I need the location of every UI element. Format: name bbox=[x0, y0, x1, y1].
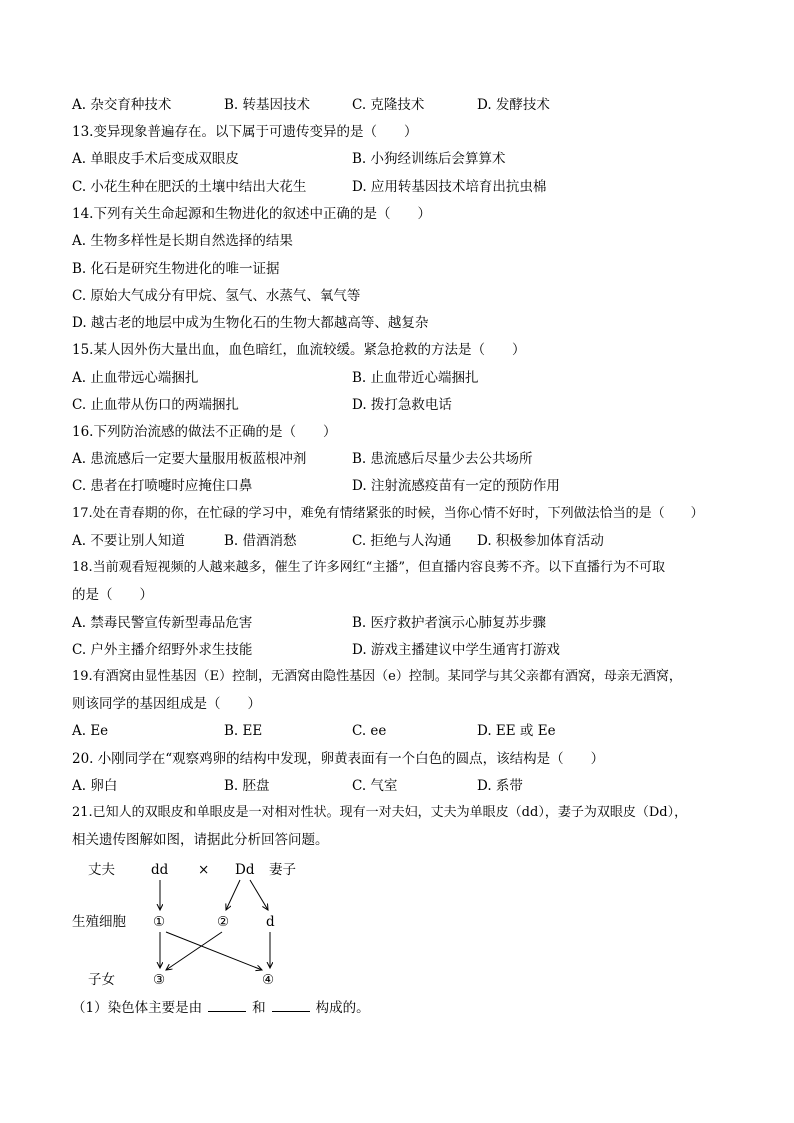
q15-option-b: B. 止血带近心端捆扎 bbox=[352, 370, 479, 386]
q12-option-d: D. 发酵技术 bbox=[477, 97, 550, 113]
q14-stem: 14.下列有关生命起源和生物进化的叙述中正确的是（ ） bbox=[72, 206, 431, 222]
q19-option-c: C. ee bbox=[352, 723, 387, 739]
q13-option-c: C. 小花生种在肥沃的土壤中结出大花生 bbox=[72, 179, 307, 195]
q15-stem: 15.某人因外伤大量出血，血色暗红，血流较缓。紧急抢救的方法是（ ） bbox=[72, 342, 526, 358]
q15-option-a: A. 止血带远心端捆扎 bbox=[72, 370, 199, 386]
genetics-cross-diagram bbox=[0, 850, 794, 1000]
q16-option-c: C. 患者在打喷嚏时应掩住口鼻 bbox=[72, 478, 253, 494]
arrow-wife-to-gamete-d bbox=[250, 880, 268, 910]
child-4: ④ bbox=[262, 972, 275, 988]
answer-blank-2[interactable] bbox=[272, 999, 310, 1012]
q14-option-d: D. 越古老的地层中成为生物化石的生物大都越高等、越复杂 bbox=[72, 315, 429, 331]
husband-genotype: dd bbox=[151, 862, 169, 878]
answer-blank-1[interactable] bbox=[208, 999, 246, 1012]
q14-option-c: C. 原始大气成分有甲烷、氢气、水蒸气、氧气等 bbox=[72, 288, 361, 304]
q21-sub1-prefix: （1）染色体主要是由 bbox=[72, 1000, 203, 1016]
child-3: ③ bbox=[153, 972, 166, 988]
gamete-1: ① bbox=[153, 914, 166, 930]
q13-option-d: D. 应用转基因技术培育出抗虫棉 bbox=[352, 179, 547, 195]
wife-genotype: Dd bbox=[235, 862, 255, 878]
q21-sub1-mid: 和 bbox=[252, 1000, 266, 1016]
q19-option-a: A. Ee bbox=[72, 723, 109, 739]
q21-stem-line1: 21.已知人的双眼皮和单眼皮是一对相对性状。现有一对夫妇，丈夫为单眼皮（dd），妻子为双眼皮（Dd）， bbox=[72, 805, 688, 820]
q20-option-c: C. 气室 bbox=[352, 778, 398, 794]
wife-label: 妻子 bbox=[269, 862, 296, 878]
gametes-label: 生殖细胞 bbox=[72, 914, 126, 930]
q16-option-b: B. 患流感后尽量少去公共场所 bbox=[352, 451, 533, 467]
q21-subquestion-1 bbox=[72, 999, 370, 1017]
q12-option-a: A. 杂交育种技术 bbox=[72, 97, 172, 113]
q20-option-b: B. 胚盘 bbox=[224, 778, 270, 794]
husband-label: 丈夫 bbox=[88, 862, 115, 878]
offspring-label: 子女 bbox=[88, 972, 115, 988]
q18-option-b: B. 医疗救护者演示心肺复苏步骤 bbox=[352, 615, 547, 631]
q15-option-d: D. 拨打急救电话 bbox=[352, 397, 452, 413]
q18-option-d: D. 游戏主播建议中学生通宵打游戏 bbox=[352, 642, 560, 658]
q16-stem: 16.下列防治流感的做法不正确的是（ ） bbox=[72, 424, 337, 440]
q20-option-a: A. 卵白 bbox=[72, 778, 118, 794]
q17-option-b: B. 借酒消愁 bbox=[224, 533, 297, 549]
q19-stem-line1: 19.有酒窝由显性基因（E）控制，无酒窝由隐性基因（e）控制。某同学与其父亲都有酒窝，母亲无酒窝， bbox=[72, 669, 682, 684]
q18-stem-line2: 的是（ ） bbox=[72, 587, 153, 603]
q12-option-c: C. 克隆技术 bbox=[352, 97, 425, 113]
q21-stem-line2: 相关遗传图解如图，请据此分析回答问题。 bbox=[72, 832, 329, 848]
q16-option-a: A. 患流感后一定要大量服用板蓝根冲剂 bbox=[72, 451, 307, 467]
q17-stem: 17.处在青春期的你，在忙碌的学习中，难免有情绪紧张的时候，当你心情不好时，下列做法恰当的是（ ） bbox=[72, 506, 704, 521]
q18-stem-line1: 18.当前观看短视频的人越来越多，催生了许多网红“主播”，但直播内容良莠不齐。以下直播行为不可取 bbox=[72, 560, 665, 575]
q14-option-b: B. 化石是研究生物进化的唯一证据 bbox=[72, 261, 280, 277]
q17-option-a: A. 不要让别人知道 bbox=[72, 533, 185, 549]
q21-sub1-suffix: 构成的。 bbox=[315, 1000, 370, 1016]
q18-option-c: C. 户外主播介绍野外求生技能 bbox=[72, 642, 253, 658]
q13-stem: 13.变异现象普遍存在。以下属于可遗传变异的是（ ） bbox=[72, 124, 418, 140]
q20-stem: 20. 小刚同学在“观察鸡卵的结构中发现，卵黄表面有一个白色的圆点，该结构是（ ） bbox=[72, 751, 605, 767]
q19-option-d: D. EE 或 Ee bbox=[477, 723, 556, 739]
gamete-2: ② bbox=[217, 914, 230, 930]
q17-option-d: D. 积极参加体育活动 bbox=[477, 533, 604, 549]
q14-option-a: A. 生物多样性是长期自然选择的结果 bbox=[72, 233, 293, 249]
q19-option-b: B. EE bbox=[224, 723, 263, 739]
gamete-d: d bbox=[266, 914, 275, 930]
cross-symbol: × bbox=[198, 862, 210, 878]
q16-option-d: D. 注射流感疫苗有一定的预防作用 bbox=[352, 478, 560, 494]
q13-option-b: B. 小狗经训练后会算算术 bbox=[352, 151, 506, 167]
q15-option-c: C. 止血带从伤口的两端捆扎 bbox=[72, 397, 239, 413]
q12-option-b: B. 转基因技术 bbox=[224, 97, 311, 113]
q13-option-a: A. 单眼皮手术后变成双眼皮 bbox=[72, 151, 239, 167]
q17-option-c: C. 拒绝与人沟通 bbox=[352, 533, 452, 549]
q20-option-d: D. 系带 bbox=[477, 778, 523, 794]
q18-option-a: A. 禁毒民警宣传新型毒品危害 bbox=[72, 615, 253, 631]
arrow-wife-to-gamete2 bbox=[226, 880, 240, 910]
q19-stem-line2: 则该同学的基因组成是（ ） bbox=[72, 696, 261, 712]
